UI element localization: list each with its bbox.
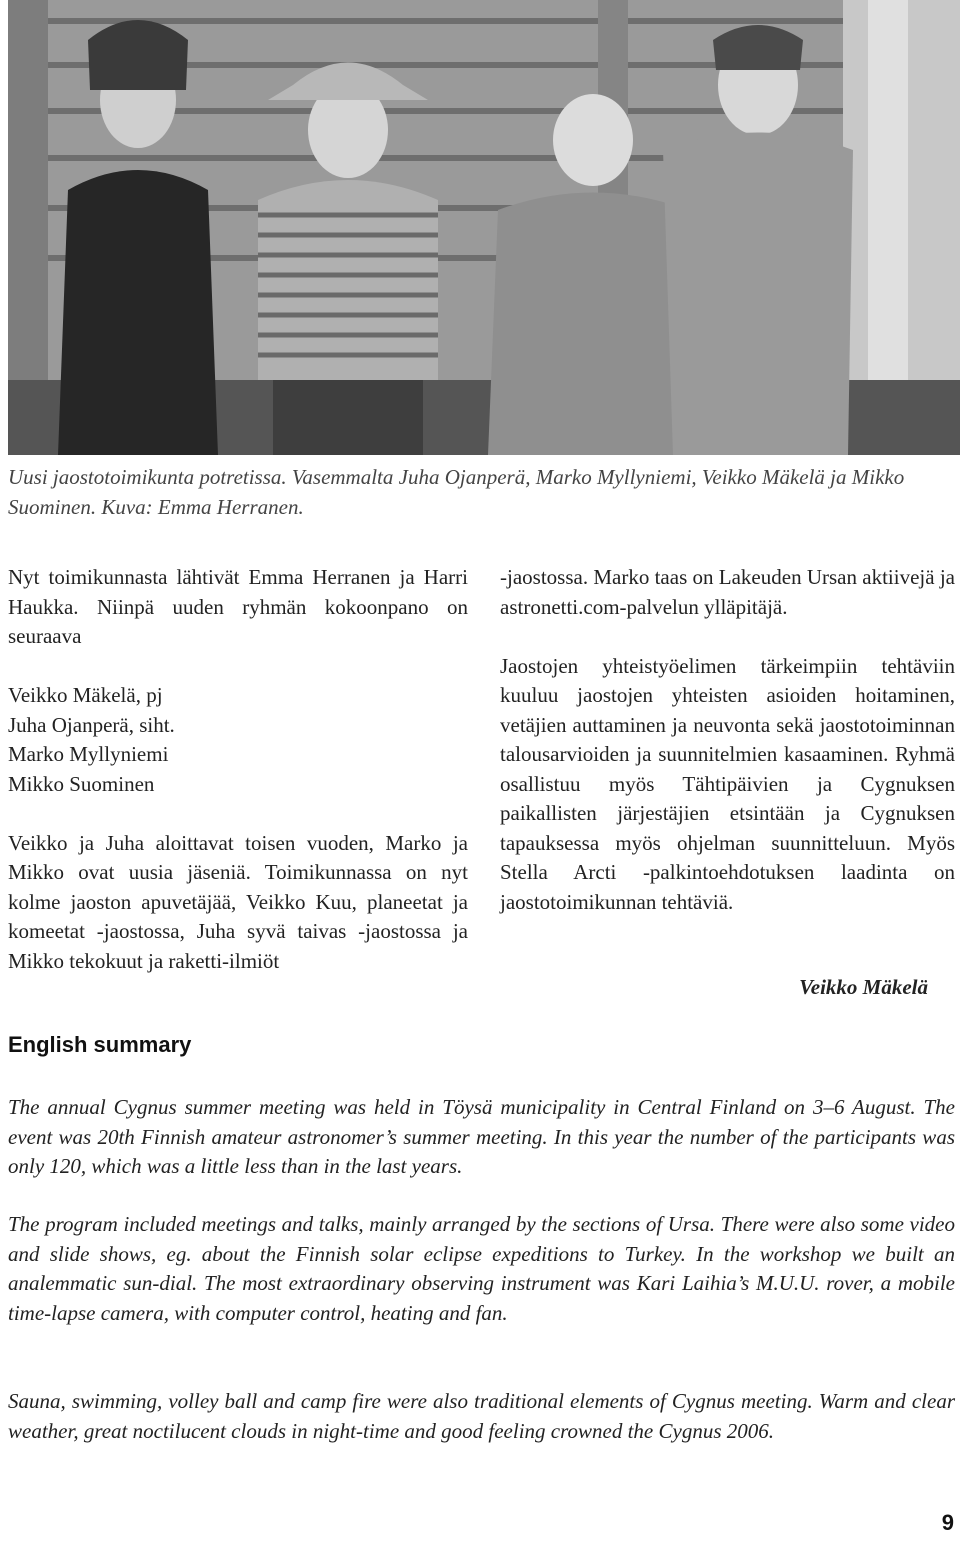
body-paragraph: Veikko ja Juha aloittavat toisen vuoden, Marko ja Mikko ovat uusia jäseniä. Toimikunnassa on nyt kolme jaoston apuvetäjää, Veikko Kuu, planeetat ja komeetat -jaostossa, Juha syvä taivas -jaostossa ja Mikko tekokuut ja raketti-ilmiöt (8, 830, 468, 973)
member-list-item: Juha Ojanperä, siht. (8, 712, 175, 737)
group-photo (8, 0, 960, 455)
intro-paragraph: Nyt toimikunnasta lähtivät Emma Herranen ja Harri Haukka. Niinpä uuden ryhmän kokoonpano on seuraava (8, 565, 468, 648)
member-list-item: Marko Myllyniemi (8, 742, 169, 766)
continuation-paragraph: -jaostossa. Marko taas on Lakeuden Ursan aktiivejä ja astronetti.com-palvelun ylläpitäjä. (500, 565, 955, 619)
photo-caption: Uusi jaostotoimikunta potretissa. Vasemmalta Juha Ojanperä, Marko Myllyniemi, Veikko Mäkelä ja Mikko Suominen. Kuva: Emma Herranen. (8, 465, 905, 519)
summary-paragraph: The program included meetings and talks, mainly arranged by the sections of Ursa. There were also some video and slide shows, eg. about the Finnish solar eclipse expeditions to Turkey. In the workshop we built an analemmatic sun-dial. The most extraordinary observing instrument was Kari Laihia’s M.U.U. rover, a mobile time-lapse camera, with computer control, heating and fan. (8, 1212, 955, 1325)
page-number: 9 (941, 1510, 954, 1535)
left-column (8, 563, 468, 976)
body-paragraph: Jaostojen yhteistyöelimen tärkeimpiin tehtäviin kuuluu jaostojen yhteisten asioiden hoitaminen, vetäjien auttaminen ja neuvonta sekä jaostotoiminnan talousarvioiden ja suunnitelmien kasaaminen. Ryhmä osallistuu myös Tähtipäivien ja Cygnuksen paikallisten järjestäjien etsintään ja Cygnuksen tapauksessa myös ohjelman suunnitteluun. Myös Stella Arcti -palkintoehdotuksen laadinta on jaostotoimikunnan tehtäviä. (500, 653, 955, 914)
section-heading: English summary (8, 1032, 192, 1057)
member-list-item: Mikko Suominen (8, 771, 155, 796)
author-signature: Veikko Mäkelä (799, 975, 928, 999)
summary-paragraph: Sauna, swimming, volley ball and camp fire were also traditional elements of Cygnus meeting. Warm and clear weather, great noctilucent clouds in night-time and good feeling crowned the Cygnus 2006. (8, 1389, 955, 1443)
right-column (500, 563, 955, 917)
summary-paragraph: The annual Cygnus summer meeting was held in Töysä municipality in Central Finland on 3–6 August. The event was 20th Finnish amateur astronomer’s summer meeting. In this year the number of the participants was only 120, which was a little less than in the last years. (8, 1095, 955, 1178)
member-list-item: Veikko Mäkelä, pj (8, 683, 163, 707)
group-photo-icon (8, 0, 960, 455)
